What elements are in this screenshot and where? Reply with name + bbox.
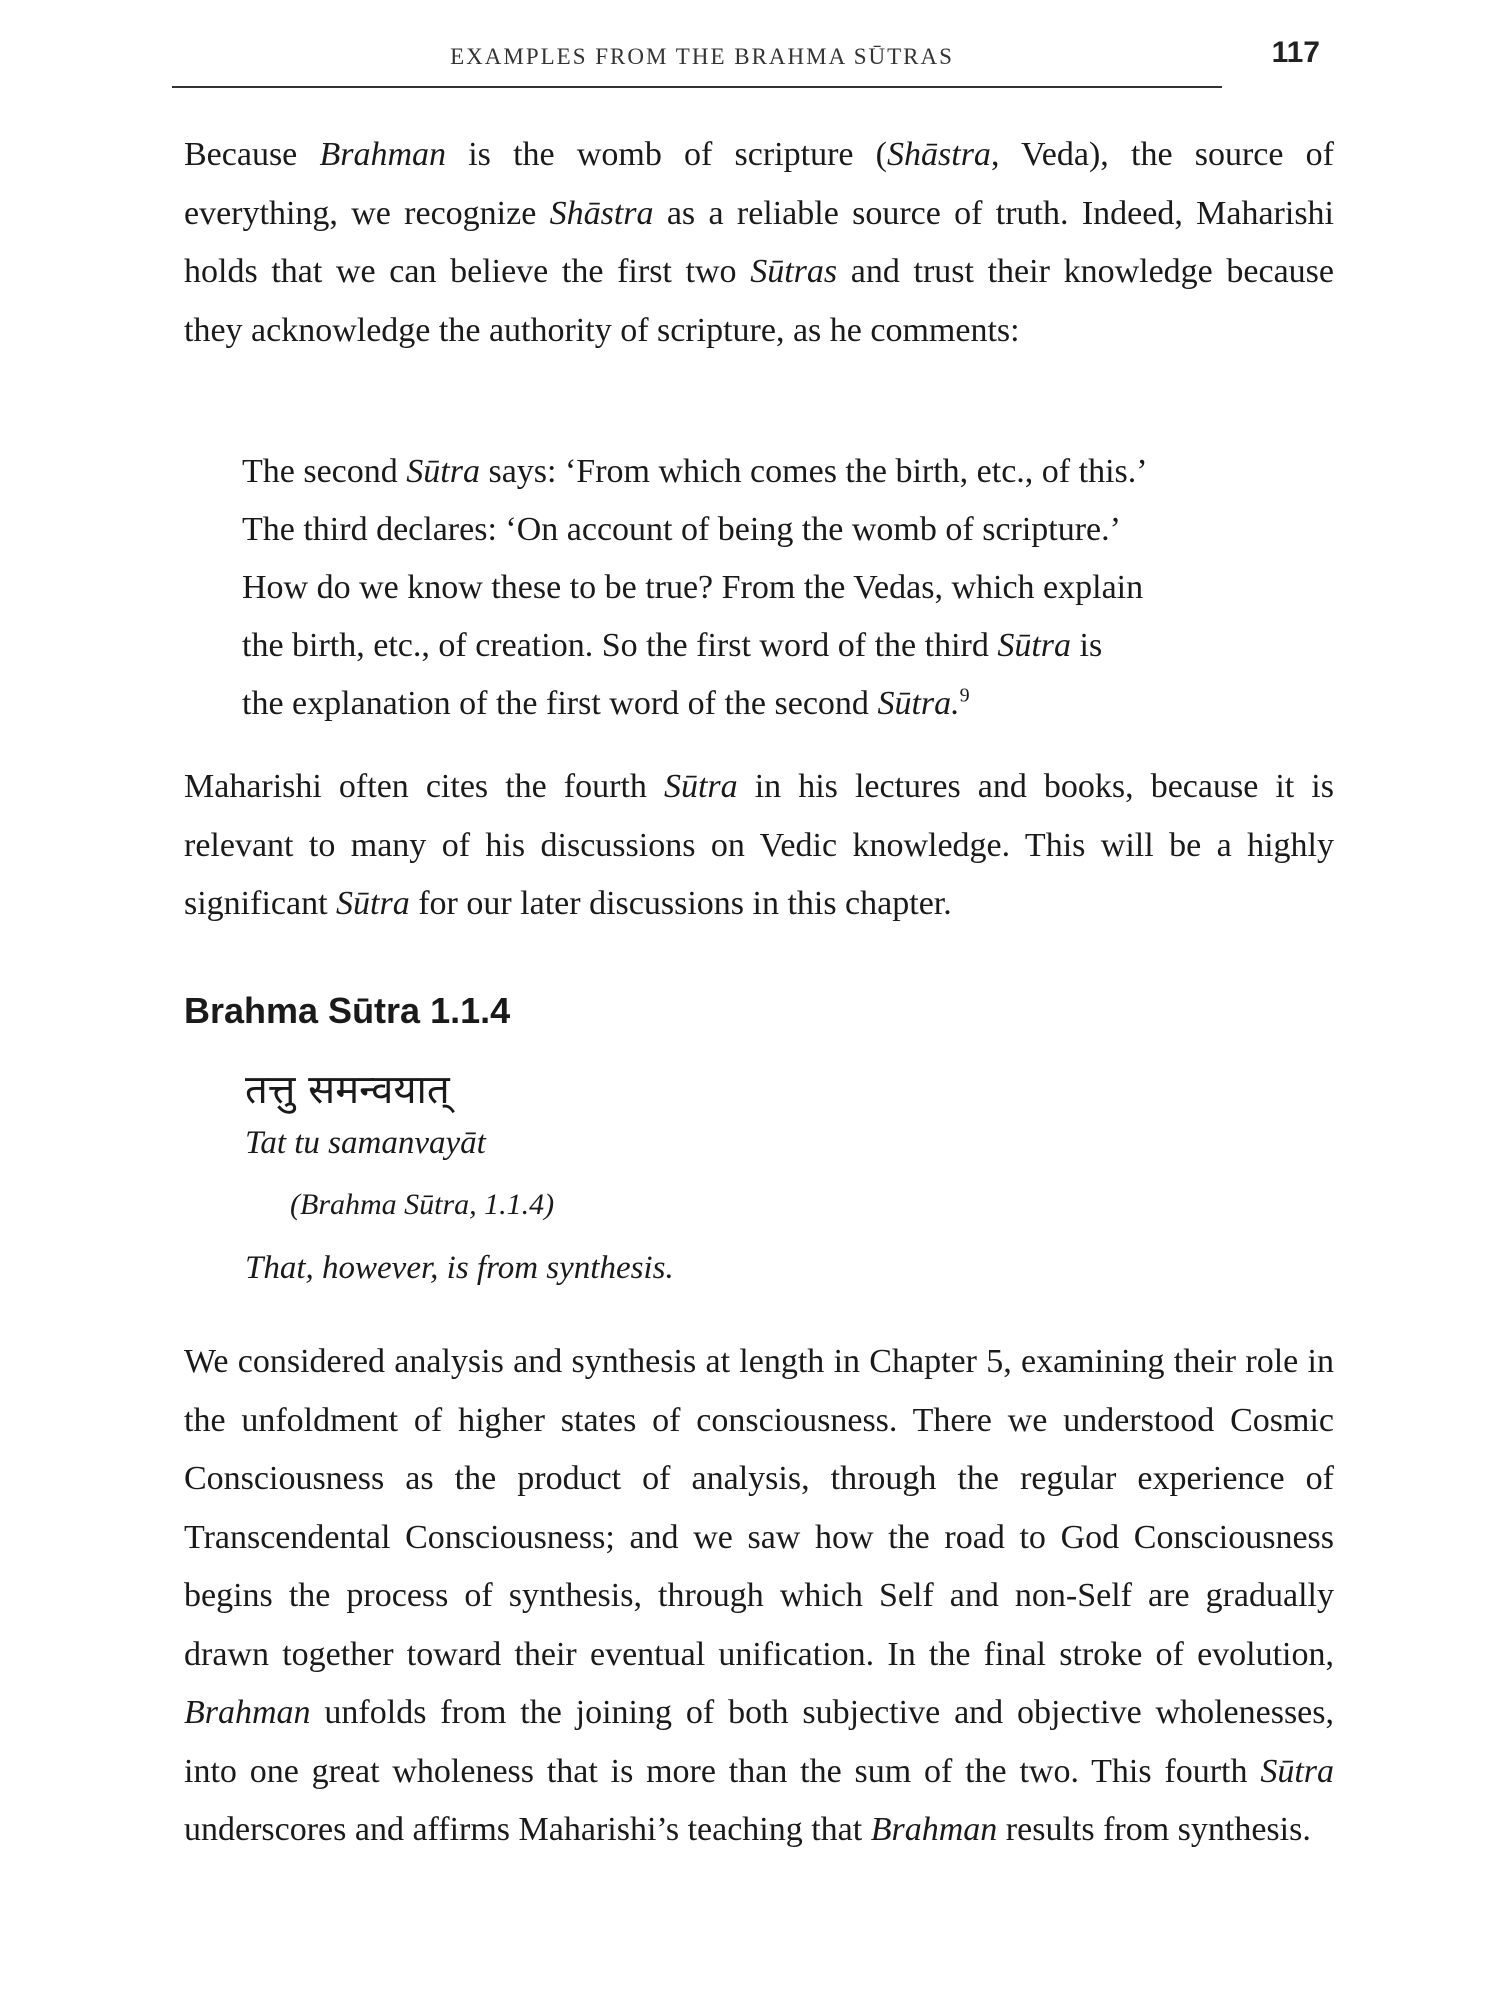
text-run: Because — [184, 136, 320, 173]
quote-line — [242, 675, 1272, 733]
sutra-translation: That, however, is from synthesis. — [245, 1250, 674, 1286]
text-run: the birth, etc., of creation. So the first word of the third — [242, 627, 998, 664]
italic-term: Brahman — [184, 1694, 311, 1731]
italic-term: Sūtra. — [877, 685, 960, 722]
text-run: is — [1071, 627, 1103, 664]
sutra-transliteration: Tat tu samanvayāt — [245, 1125, 486, 1161]
section-heading: Brahma Sūtra 1.1.4 — [184, 990, 511, 1031]
text-run: results from synthesis. — [997, 1811, 1311, 1848]
italic-term: Shāstra — [887, 136, 991, 173]
text-run: Maharishi often cites the fourth — [184, 768, 664, 805]
italic-term: Sūtra — [336, 885, 410, 922]
italic-term: Brahman — [870, 1811, 998, 1848]
text-run: The second — [242, 453, 407, 490]
sutra-citation: (Brahma Sūtra, 1.1.4) — [290, 1188, 555, 1221]
italic-term: Sūtra — [406, 453, 480, 490]
footnote-marker: 9 — [959, 684, 970, 707]
page-header — [172, 36, 1320, 86]
quote-line — [242, 443, 1272, 501]
text-run: and trust their knowledge because they acknowledge the authority of scripture, as he comments: — [184, 253, 1334, 349]
italic-term: Brahman — [319, 136, 447, 173]
text-run: , Veda), the source of everything, we recognize — [184, 136, 1334, 232]
text-run: We considered analysis and synthesis at length in Chapter 5, examining their role in the unfoldment of higher states of consciousness. There we understood Cosmic Consciousness as the product of analysis, through the regular experience of Transcendental Consciousness; and we saw how the road to God Consciousness begins the process of synthesis, through which Self and non-Self are gradually drawn together toward their eventual unification. In the final stroke of evolution, — [184, 1343, 1334, 1673]
running-head: EXAMPLES FROM THE BRAHMA SŪTRAS — [450, 44, 954, 69]
paragraph-fourth-sutra — [184, 758, 1334, 934]
text-run: for our later discussions in this chapter. — [409, 885, 952, 922]
page-number: 117 — [1271, 36, 1320, 69]
italic-term: Shāstra — [549, 194, 654, 232]
text-run: the explanation of the first word of the second — [242, 685, 878, 722]
header-rule — [172, 86, 1222, 88]
paragraph-analysis-synthesis — [184, 1333, 1334, 1860]
quote-line — [242, 617, 1272, 675]
italic-term: Sūtra — [663, 768, 738, 805]
text-run: as a reliable source of truth. Indeed, Maharishi holds that we can believe the first two — [184, 194, 1334, 290]
quote-line: The third declares: ‘On account of being the womb of scripture.’ — [242, 511, 1121, 548]
text-run: in his lectures and books, because it is relevant to many of his discussions on Vedic knowledge. This will be a highly significant — [184, 768, 1334, 922]
italic-term: Sūtra — [997, 627, 1072, 664]
italic-term: Sūtra — [1260, 1752, 1334, 1790]
paragraph-brahman-womb-of-scripture — [184, 126, 1334, 360]
block-quote-maharishi — [242, 443, 1272, 733]
text-run: is the womb of scripture ( — [446, 136, 888, 173]
text-run: says: ‘From which comes the birth, etc., of this.’ — [479, 453, 1148, 490]
italic-term: Sūtras — [750, 253, 838, 290]
text-run: underscores and affirms Maharishi’s teaching that — [184, 1811, 871, 1848]
text-run: unfolds from the joining of both subjective and objective wholenesses, into one great wholeness that is more than the sum of the two. This fourth — [184, 1694, 1334, 1790]
quote-line: How do we know these to be true? From the Vedas, which explain — [242, 569, 1144, 606]
sutra-devanagari: तत्तु समन्वयात् — [245, 1067, 450, 1113]
